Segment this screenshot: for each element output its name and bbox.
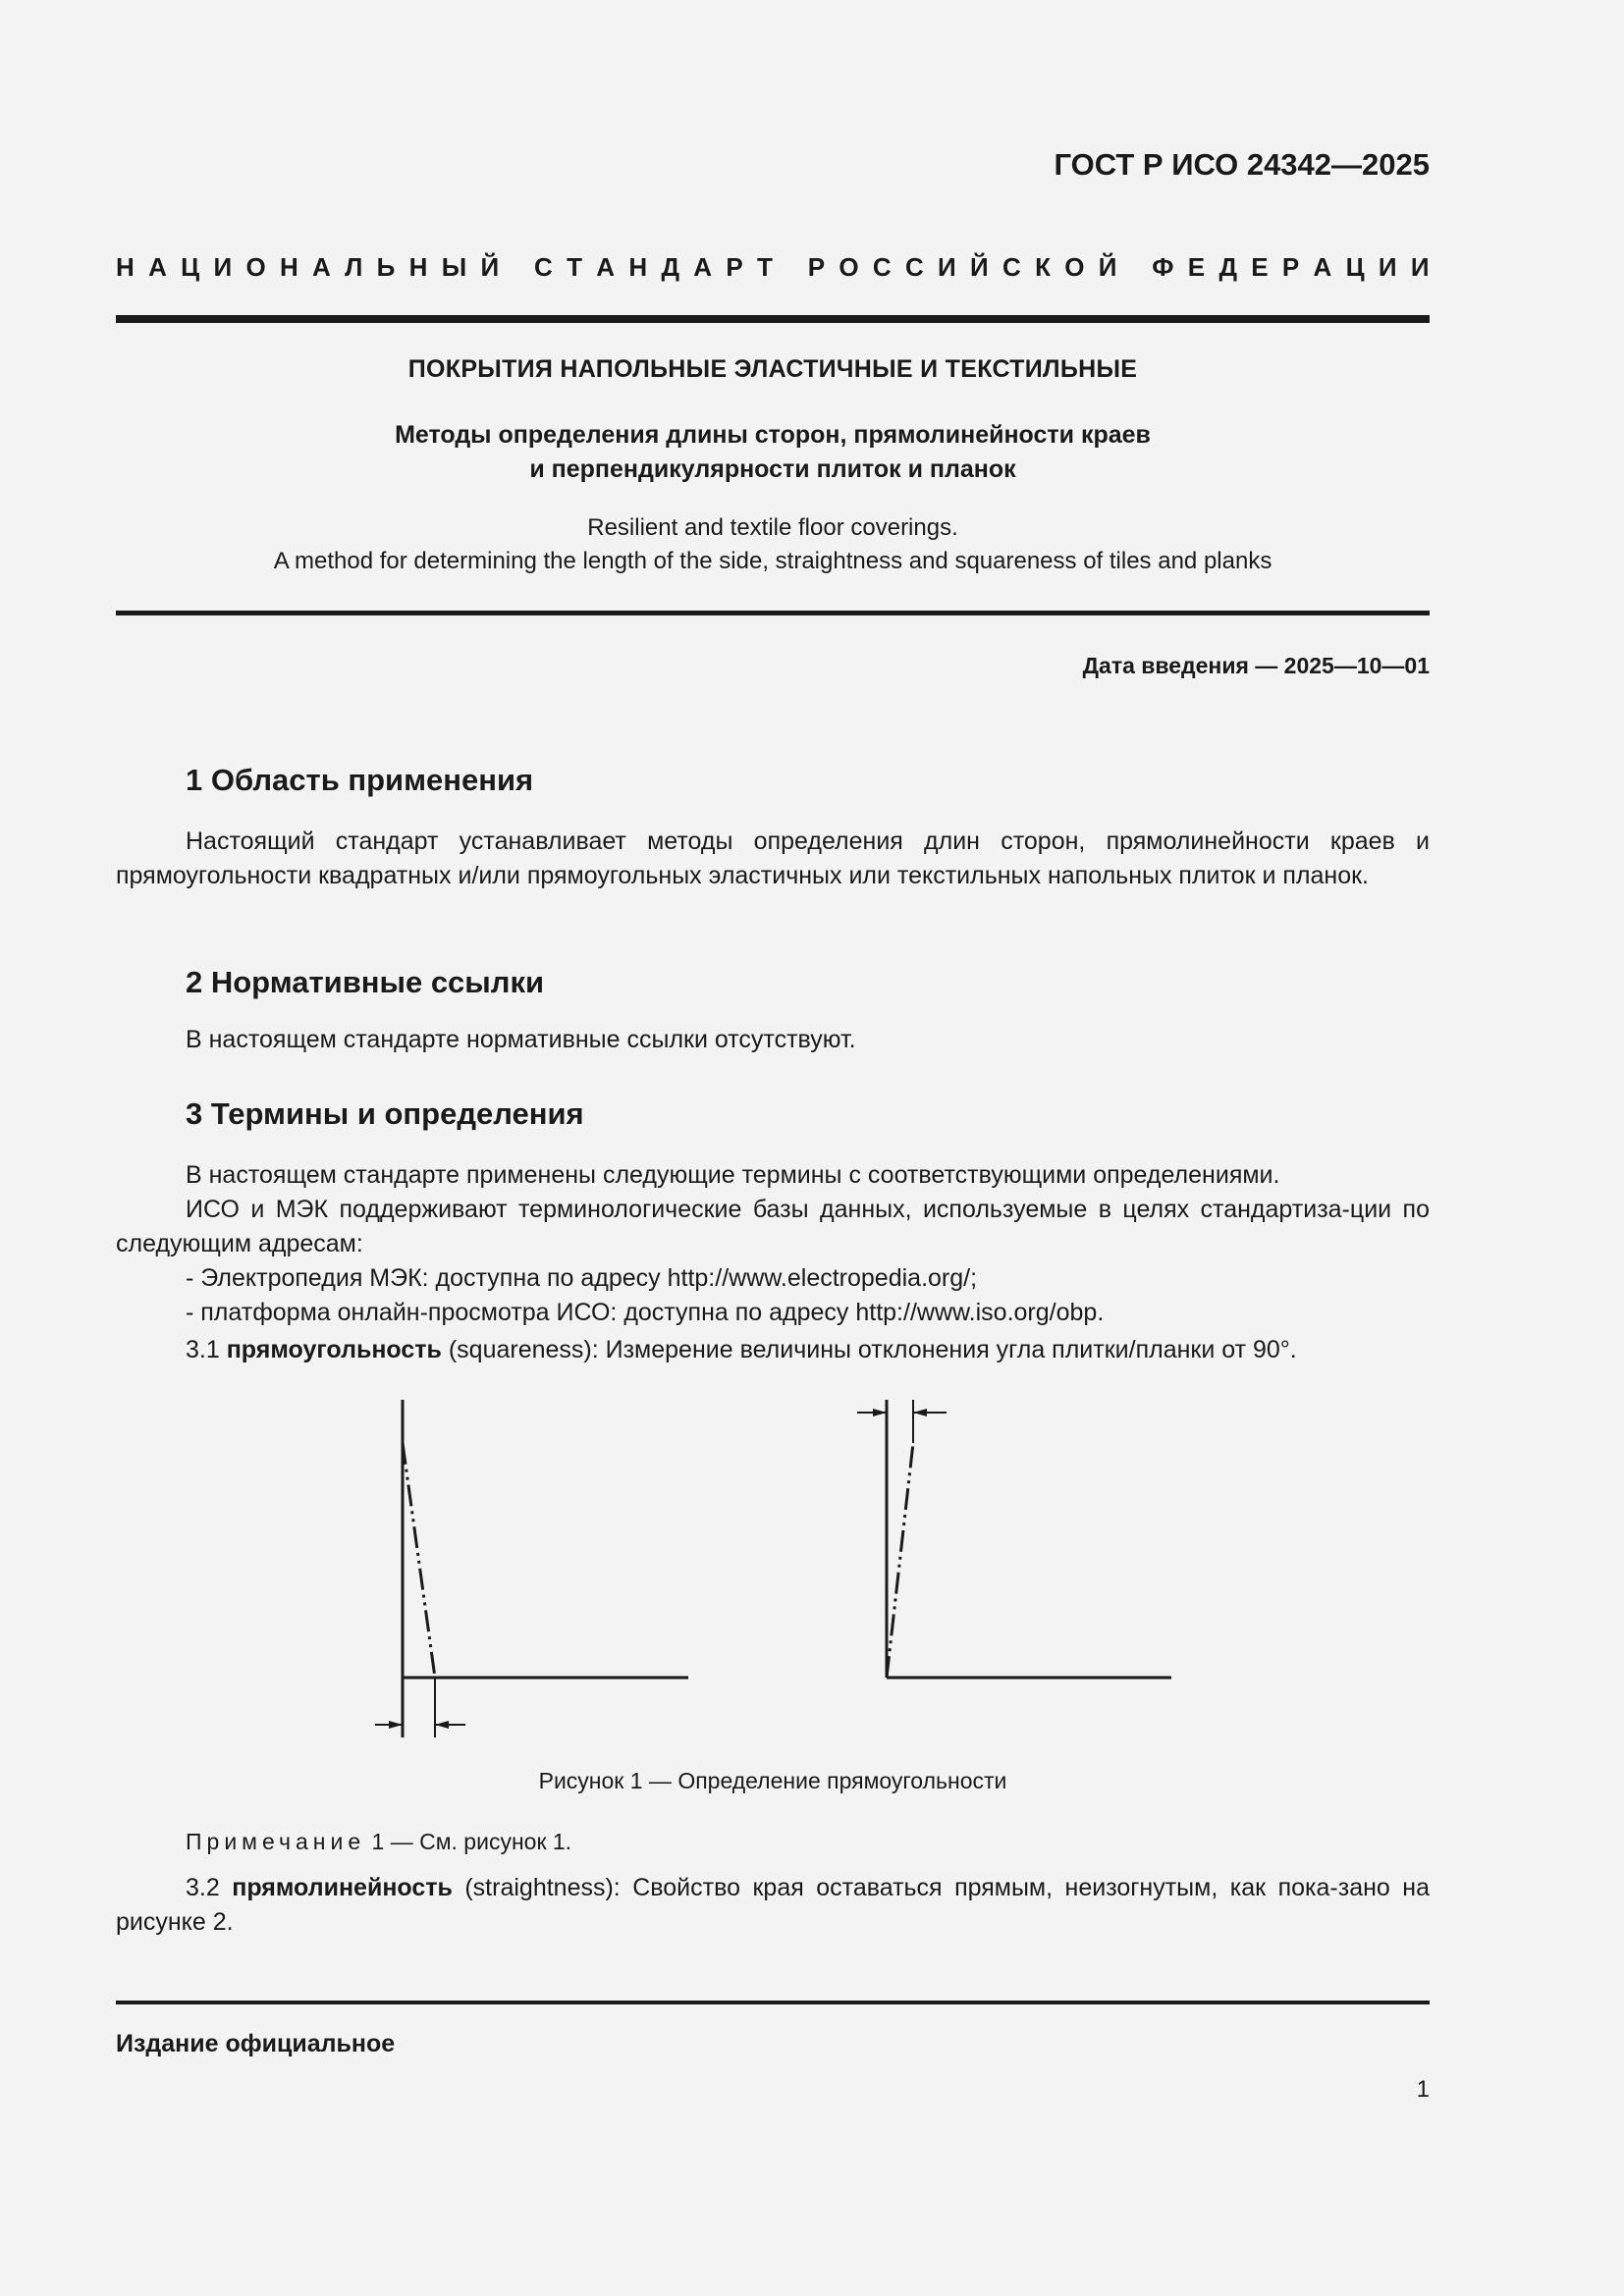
banner-letter: Н xyxy=(408,252,428,282)
note-text: 1 — См. рисунок 1. xyxy=(365,1829,572,1854)
banner-letter: Р xyxy=(807,252,826,282)
banner-letter: Ц xyxy=(181,252,200,282)
banner-letter: Р xyxy=(1281,252,1300,282)
list-item-iso-obp: - платформа онлайн-просмотра ИСО: доступна по адресу http://www.iso.org/obp. xyxy=(186,1299,1105,1326)
section-3-paragraph-1: В настоящем стандарте применены следующие термины с соответствующими определениями. xyxy=(186,1161,1280,1189)
section-3-heading: 3 Термины и определения xyxy=(186,1096,584,1131)
banner-letter: С xyxy=(1002,252,1021,282)
banner-letter: С xyxy=(904,252,924,282)
term-3-2 xyxy=(116,1871,1430,1940)
banner-letter: А xyxy=(693,252,713,282)
banner-letter: Д xyxy=(661,252,679,282)
section-1-text: Настоящий стандарт устанавливает методы определения длин сторон, прямолинейности краев и прямоугольности квадратных и/или прямоугольных эластичных или текстильных напольных плиток и планок. xyxy=(116,828,1430,889)
banner-letter: Е xyxy=(1251,252,1269,282)
figure-right-arrowhead-right xyxy=(913,1409,927,1416)
section-1-heading: 1 Область применения xyxy=(186,763,534,797)
banner-letter: А xyxy=(596,252,616,282)
banner-letter: Т xyxy=(756,252,773,282)
term-3-2-definition: (straightness): Свойство края оставаться прямым, неизогнутым, как пока-зано на рисунке 2. xyxy=(116,1874,1430,1936)
banner-letter: Ц xyxy=(1345,252,1365,282)
banner-letter: Н xyxy=(279,252,298,282)
introduction-date: Дата введения — 2025—10—01 xyxy=(1082,653,1430,678)
banner-letter: Р xyxy=(726,252,743,282)
banner-letter: Ь xyxy=(376,252,396,282)
subtitle-line-1: Методы определения длины сторон, прямолинейности краев xyxy=(395,421,1151,449)
figure-left-arrowhead-left xyxy=(389,1721,403,1729)
banner-letter: Й xyxy=(970,252,989,282)
term-3-2-term: прямолинейность xyxy=(232,1874,453,1901)
banner-letter: Н xyxy=(116,252,135,282)
subtitle-line-2: и перпендикулярности плиток и планок xyxy=(529,455,1016,483)
section-3-paragraph-2: ИСО и МЭК поддерживают терминологические базы данных, используемые в целях стандартиза-ции по следующим адресам: xyxy=(116,1196,1430,1257)
banner-letter: О xyxy=(839,252,859,282)
note-1 xyxy=(186,1829,571,1855)
banner-letter: Н xyxy=(628,252,648,282)
footer-rule xyxy=(116,2001,1430,2004)
list-item-electropedia: - Электропедия МЭК: доступна по адресу http://www.electropedia.org/; xyxy=(186,1264,978,1292)
banner-letter: И xyxy=(1410,252,1430,282)
banner-letter: О xyxy=(1064,252,1085,282)
banner-letter: Е xyxy=(1187,252,1206,282)
banner-letter: К xyxy=(1035,252,1051,282)
banner-letter: Л xyxy=(345,252,363,282)
section-2-heading: 2 Нормативные ссылки xyxy=(186,965,545,999)
banner-letter: А xyxy=(1313,252,1332,282)
banner-letter: Ы xyxy=(441,252,467,282)
banner-letter: Ф xyxy=(1152,252,1174,282)
banner-letter: Т xyxy=(567,252,582,282)
english-title-line-2: A method for determining the length of the side, straightness and squareness of tiles and planks xyxy=(273,548,1272,574)
banner-letter: С xyxy=(872,252,892,282)
term-3-1-term: прямоугольность xyxy=(226,1336,442,1363)
figure-right-arrowhead-left xyxy=(873,1409,887,1416)
document-title: ПОКРЫТИЯ НАПОЛЬНЫЕ ЭЛАСТИЧНЫЕ И ТЕКСТИЛЬНЫЕ xyxy=(407,355,1138,383)
banner-letter: И xyxy=(938,252,956,282)
english-title-line-1: Resilient and textile floor coverings. xyxy=(587,514,958,541)
term-3-1-number: 3.1 xyxy=(186,1336,227,1363)
banner-letter: А xyxy=(312,252,331,282)
banner-letter: С xyxy=(534,252,553,282)
banner-letter: А xyxy=(148,252,167,282)
figure-left-deviation-line xyxy=(403,1443,435,1678)
banner-letter: И xyxy=(1378,252,1397,282)
official-edition-label: Издание официальное xyxy=(116,2030,396,2057)
banner-letter: Й xyxy=(480,252,500,282)
banner-letter: Д xyxy=(1218,252,1237,282)
document-code: ГОСТ Р ИСО 24342—2025 xyxy=(1054,147,1430,182)
term-3-1-definition: (squareness): Измерение величины отклонения угла плитки/планки от 90°. xyxy=(441,1336,1297,1363)
figure-left-arrowhead-right xyxy=(435,1721,449,1729)
banner-letter: И xyxy=(213,252,233,282)
page-number: 1 xyxy=(1416,2076,1430,2103)
figure-right-deviation-line xyxy=(887,1443,913,1678)
section-2-text: В настоящем стандарте нормативные ссылки отсутствуют. xyxy=(186,1026,856,1053)
banner-letter: Й xyxy=(1098,252,1117,282)
figure-1-caption: Рисунок 1 — Определение прямоугольности xyxy=(538,1768,1007,1793)
banner-letter: О xyxy=(245,252,266,282)
term-3-2-number: 3.2 xyxy=(186,1874,233,1901)
note-label: Примечание xyxy=(186,1829,366,1854)
